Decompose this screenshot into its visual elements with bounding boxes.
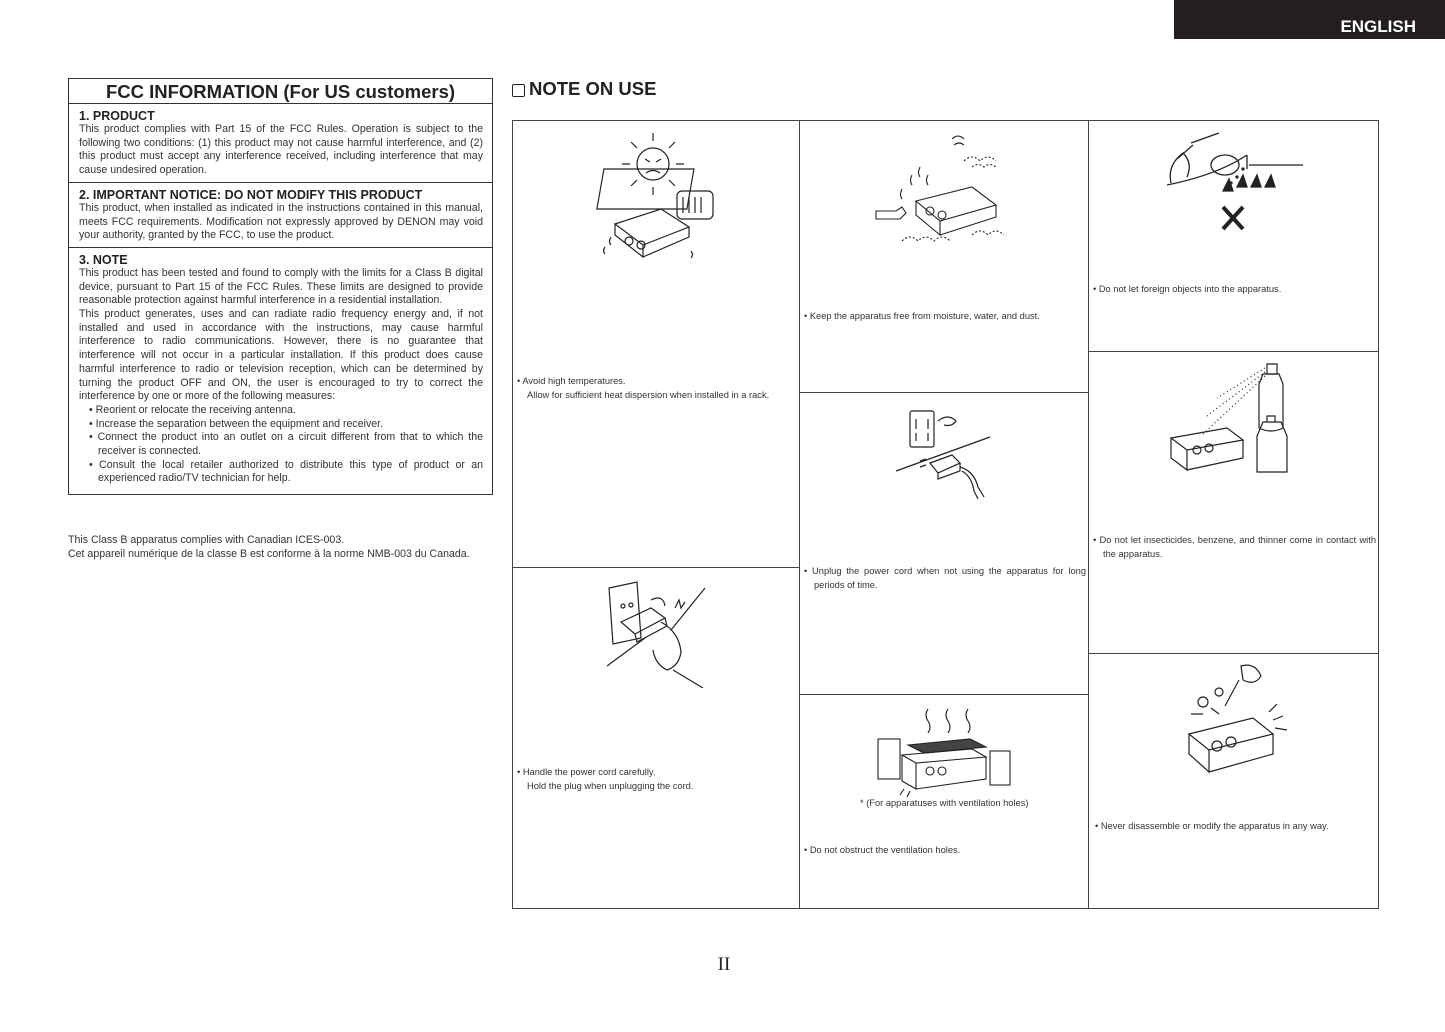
list-item: • Consult the local retailer authorized to distribute this type of product or an experienced radio/TV technician for help. bbox=[89, 458, 483, 485]
caption-moisture: • Keep the apparatus free from moisture, water, and dust. bbox=[804, 311, 1040, 321]
note-cell-unplug bbox=[799, 392, 1089, 695]
list-item: • Connect the product into an outlet on a circuit different from that to which the receiver is connected. bbox=[89, 431, 483, 458]
caption-unplug: • Unplug the power cord when not using the apparatus for long periods of time. bbox=[804, 566, 1086, 590]
disassemble-illustration-icon bbox=[1181, 662, 1293, 774]
language-tab: ENGLISH bbox=[1174, 0, 1445, 39]
power-cord-illustration-icon bbox=[601, 578, 721, 688]
note-cell-foreign bbox=[1088, 120, 1379, 352]
page-number: II bbox=[717, 954, 731, 975]
section-body-2: This product generates, uses and can radiate radio frequency energy and, if not installed and used in accordance with the instructions, may cause harmful interference to radio communications. However, there is no guarantee that interference will not occur in a particular installation. If this product does cause harmful interference to radio or television reception, which can be determined by turning the product OFF and ON, the user is encouraged to try to correct the interference by one or more of the following measures: bbox=[79, 308, 483, 403]
caption-foreign: • Do not let foreign objects into the apparatus. bbox=[1093, 284, 1282, 294]
measures-list bbox=[79, 404, 483, 486]
section-body: This product, when installed as indicated in the instructions contained in this manual, meets FCC requirements. Modification not expressly approved by DENON may void your authority, granted by the FCC, to use the product. bbox=[79, 201, 483, 242]
ventilation-illustration-icon bbox=[874, 705, 1014, 800]
ices-english: This Class B apparatus complies with Canadian ICES-003. bbox=[68, 534, 345, 546]
note-cell-heat bbox=[512, 120, 800, 568]
fcc-section-note bbox=[69, 248, 492, 494]
caption-vent: • Do not obstruct the ventilation holes. bbox=[804, 845, 961, 855]
note-cell-insect bbox=[1088, 351, 1379, 654]
moisture-dust-illustration-icon bbox=[872, 131, 1022, 256]
fcc-information-box bbox=[68, 78, 493, 495]
note-cell-vent bbox=[799, 694, 1089, 909]
fcc-section-notice bbox=[69, 183, 492, 248]
section-heading: 2. IMPORTANT NOTICE: DO NOT MODIFY THIS PRODUCT bbox=[79, 187, 423, 202]
fcc-title: FCC INFORMATION (For US customers) bbox=[69, 79, 492, 104]
note-cell-disassemble bbox=[1088, 653, 1379, 909]
caption-disassemble: • Never disassemble or modify the apparatus in any way. bbox=[1095, 821, 1329, 831]
caption-insect: • Do not let insecticides, benzene, and thinner come in contact with the apparatus. bbox=[1093, 535, 1376, 559]
checkbox-square-icon bbox=[512, 84, 525, 97]
foreign-objects-illustration-icon bbox=[1163, 129, 1309, 244]
note-title-text: NOTE ON USE bbox=[529, 78, 657, 99]
list-item: • Reorient or relocate the receiving antenna. bbox=[89, 403, 296, 416]
ices-statement bbox=[68, 534, 493, 561]
section-heading: 1. PRODUCT bbox=[79, 109, 155, 123]
fcc-section-product bbox=[69, 104, 492, 183]
list-item: • Increase the separation between the equipment and receiver. bbox=[89, 417, 384, 430]
section-body: This product has been tested and found to comply with the limits for a Class B digital device, pursuant to Part 15 of the FCC Rules. These limits are designed to provide reasonable protection against harmful interference in a residential installation. bbox=[79, 266, 483, 307]
note-cell-moisture bbox=[799, 120, 1089, 393]
insecticide-illustration-icon bbox=[1167, 358, 1307, 478]
section-heading: 3. NOTE bbox=[79, 252, 128, 267]
sun-heat-illustration-icon bbox=[591, 129, 731, 269]
caption-cord: • Handle the power cord carefully. Hold the plug when unplugging the cord. bbox=[517, 767, 694, 791]
ices-french: Cet appareil numérique de la classe B est conforme à la norme NMB-003 du Canada. bbox=[68, 547, 470, 560]
caption-heat: • Avoid high temperatures. Allow for sufficient heat dispersion when installed in a rack. bbox=[517, 376, 770, 400]
section-body: This product complies with Part 15 of the FCC Rules. Operation is subject to the following two conditions: (1) this product may not cause harmful interference, and (2) this product must accept any interference received, including interference that may cause undesired operation. bbox=[79, 123, 483, 177]
caption-vent-footnote: * (For apparatuses with ventilation holes) bbox=[860, 798, 1029, 808]
note-cell-cord bbox=[512, 567, 800, 909]
unplug-illustration-icon bbox=[890, 401, 1000, 501]
note-on-use-title bbox=[512, 78, 656, 100]
